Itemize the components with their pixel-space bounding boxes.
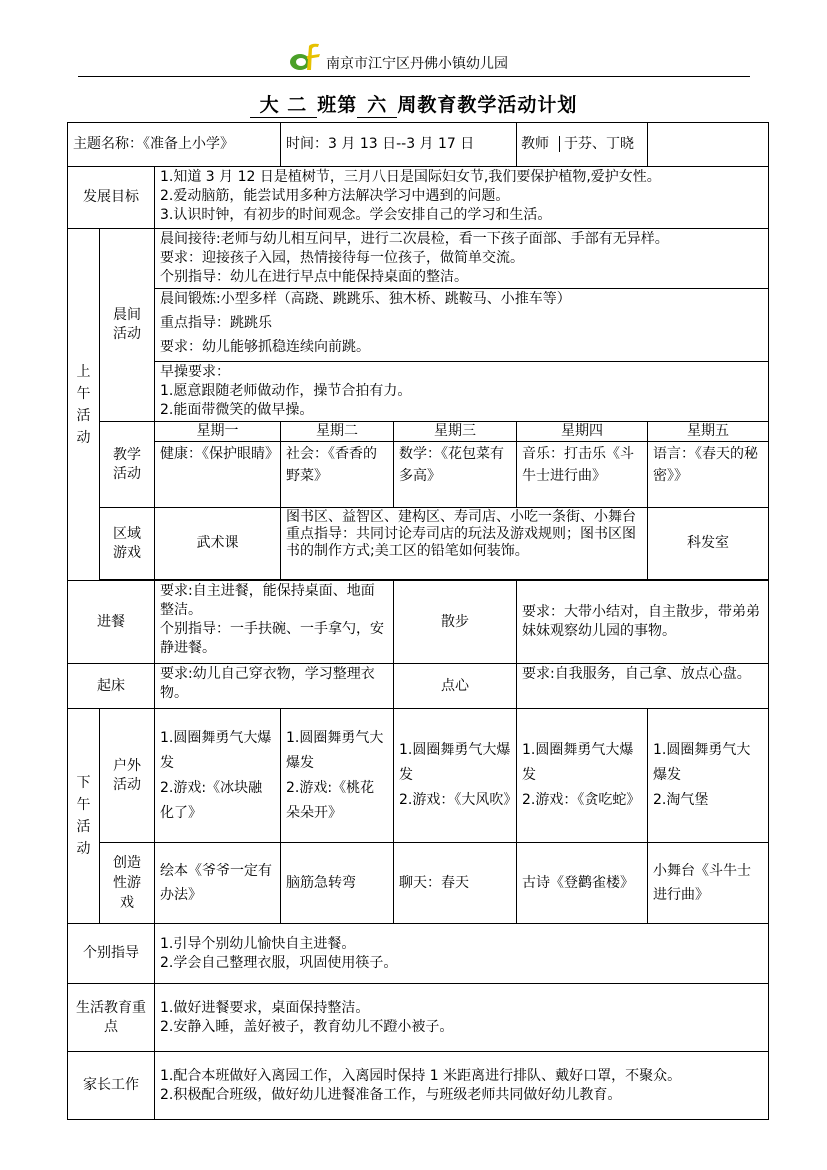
teaching-mon: 健康：《保护眼睛》 [155,442,281,508]
life-line: 2.安静入睡，盖好被子，教育幼儿不蹬小被子。 [160,1018,454,1035]
weekday-row [68,422,769,442]
guidance-label: 个别指导 [68,924,155,984]
creative-tue: 脑筋急转弯 [281,843,394,924]
teacher-label: 教师 [521,136,550,152]
school-logo [287,42,323,72]
school-name: 南京市江宁区丹佛小镇幼儿园 [326,56,508,72]
theme-cell [68,123,281,167]
walk-label: 散步 [394,581,517,664]
weekday-wed: 星期三 [394,422,517,442]
parent-content [155,1052,769,1120]
reception-row [68,229,769,289]
walk-content: 要求：大带小结对，自主散步，带弟弟妹妹观察幼儿园的事物。 [517,581,769,664]
outdoor-row [68,709,769,843]
area-mid [281,508,648,580]
meal-label: 进餐 [68,581,155,664]
guidance-line: 1.引导个别幼儿愉快自主进餐。 [160,935,356,952]
area-fri: 科发室 [648,508,769,580]
goals-label: 发展目标 [68,167,155,229]
creative-mon: 绘本《爷爷一定有办法》 [155,843,281,924]
gym-line: 早操要求： [160,364,230,380]
gym-row [68,362,769,422]
life-content [155,984,769,1052]
area-label: 区域游戏 [100,508,155,580]
guidance-row [68,924,769,984]
weekday-fri: 星期五 [648,422,769,442]
area-line: 图书区、益智区、建构区、寿司店、小吃一条街、小舞台 [286,509,637,525]
teaching-wed: 数学：《花包菜有多高》 [394,442,517,508]
life-line: 1.做好进餐要求，桌面保持整洁。 [160,999,370,1016]
outdoor-label: 户外活动 [100,709,155,843]
page-header [78,36,750,77]
creative-wed: 聊天：春天 [394,843,517,924]
outdoor-tue: 1.圆圈舞勇气大爆发 2.游戏:《桃花朵朵开》 [281,709,394,843]
weekday-tue: 星期二 [281,422,394,442]
meal-content [155,581,394,664]
title-suffix: 周教育教学活动计划 [397,94,578,116]
teaching-thu: 音乐：打击乐《斗牛士进行曲》 [517,442,648,508]
exercise-line: 重点指导：跳跳乐 [160,315,272,331]
weekday-mon: 星期一 [155,422,281,442]
afternoon-section-label: 下午活动 [68,709,100,924]
exercise-row [68,289,769,362]
outdoor-mon: 1.圆圈舞勇气大爆发 2.游戏:《冰块融化了》 [155,709,281,843]
exercise-line: 晨间锻炼:小型多样（高跷、跳跳乐、独木桥、跳鞍马、小推车等） [160,291,571,307]
guidance-content [155,924,769,984]
meal-line: 个别指导：一手扶碗、一手拿勺，安静进餐。 [160,621,384,656]
theme-label: 主题名称： [73,136,143,152]
gym-content [155,362,769,422]
exercise-content [155,289,769,362]
life-row [68,984,769,1052]
wake-content: 要求:幼儿自己穿衣物，学习整理衣物。 [155,664,394,709]
theme-value: 《准备上小学》 [143,136,234,152]
page-title [0,90,827,118]
creative-label: 创造性游戏 [100,843,155,924]
guidance-line: 2.学会自己整理衣服，巩固使用筷子。 [160,954,398,971]
creative-row [68,843,769,924]
weekday-thu: 星期四 [517,422,648,442]
teaching-row [68,442,769,508]
time-cell: 时间：3 月 13 日--3 月 17 日 [281,123,517,167]
reception-line: 晨间接待:老师与幼儿相互问早，进行二次晨检，看一下孩子面部、手部有无异样。 [160,231,669,247]
class-grade: 大 二 [250,90,318,118]
goal-item: 2.爱动脑筋，能尝试用多种方法解决学习中遇到的问题。 [160,188,510,204]
goal-item: 3.认识时钟，有初步的时间观念。学会安排自己的学习和生活。 [160,207,552,223]
teaching-tue: 社会：《香香的野菜》 [281,442,394,508]
area-row [68,508,769,580]
outdoor-wed: 1.圆圈舞勇气大爆发 2.游戏：《大风吹》 [394,709,517,843]
teaching-label: 教学活动 [100,422,155,508]
goal-item: 1.知道 3 月 12 日是植树节，三月八日是国际妇女节,我们要保护植物,爱护女性。 [160,169,661,185]
reception-line: 个别指导：幼儿在进行早点中能保持桌面的整洁。 [160,269,468,285]
creative-fri: 小舞台《斗牛士进行曲》 [648,843,769,924]
week-number: 六 [357,90,397,118]
parent-line: 1.配合本班做好入离园工作，入离园时保持 1 米距离进行排队、戴好口罩，不聚众。 [160,1067,682,1084]
gym-line: 2.能面带微笑的做早操。 [160,402,314,418]
reception-line: 要求：迎接孩子入园，热情接待每一位孩子，做简单交流。 [160,250,524,266]
outdoor-fri: 1.圆圈舞勇气大爆发 2.淘气堡 [648,709,769,843]
info-row [68,123,769,167]
teacher-value: 于芬、丁晓 [559,136,634,152]
morning-activity-label: 晨间活动 [100,229,155,422]
life-label: 生活教育重点 [68,984,155,1052]
teacher-cell [517,123,648,167]
wake-label: 起床 [68,664,155,709]
teaching-fri: 语言：《春天的秘密》》 [648,442,769,508]
parent-row [68,1052,769,1120]
meal-line: 要求:自主进餐，能保持桌面、地面整洁。 [160,583,375,618]
goals-content [155,167,769,229]
meal-row [68,581,769,664]
class-label: 班第 [317,94,358,116]
morning-section-label: 上午活动 [68,229,100,581]
gym-line: 1.愿意跟随老师做动作，操节合拍有力。 [160,383,412,399]
parent-label: 家长工作 [68,1052,155,1120]
goals-row [68,167,769,229]
outdoor-thu: 1.圆圈舞勇气大爆发 2.游戏：《贪吃蛇》 [517,709,648,843]
area-line: 重点指导：共同讨论寿司店的玩法及游戏规则；图书区图书的制作方式;美工区的铅笔如何装饰。 [286,526,637,559]
parent-line: 2.积极配合班级，做好幼儿进餐准备工作，与班级老师共同做好幼儿教育。 [160,1086,622,1103]
exercise-line: 要求：幼儿能够抓稳连续向前跳。 [160,339,370,355]
snack-content: 要求:自我服务，自己拿、放点心盘。 [517,664,769,709]
wake-row [68,664,769,709]
snack-label: 点心 [394,664,517,709]
reception-content [155,229,769,289]
area-mon: 武术课 [155,508,281,580]
creative-thu: 古诗《登鹳雀楼》 [517,843,648,924]
plan-table [67,122,769,1120]
